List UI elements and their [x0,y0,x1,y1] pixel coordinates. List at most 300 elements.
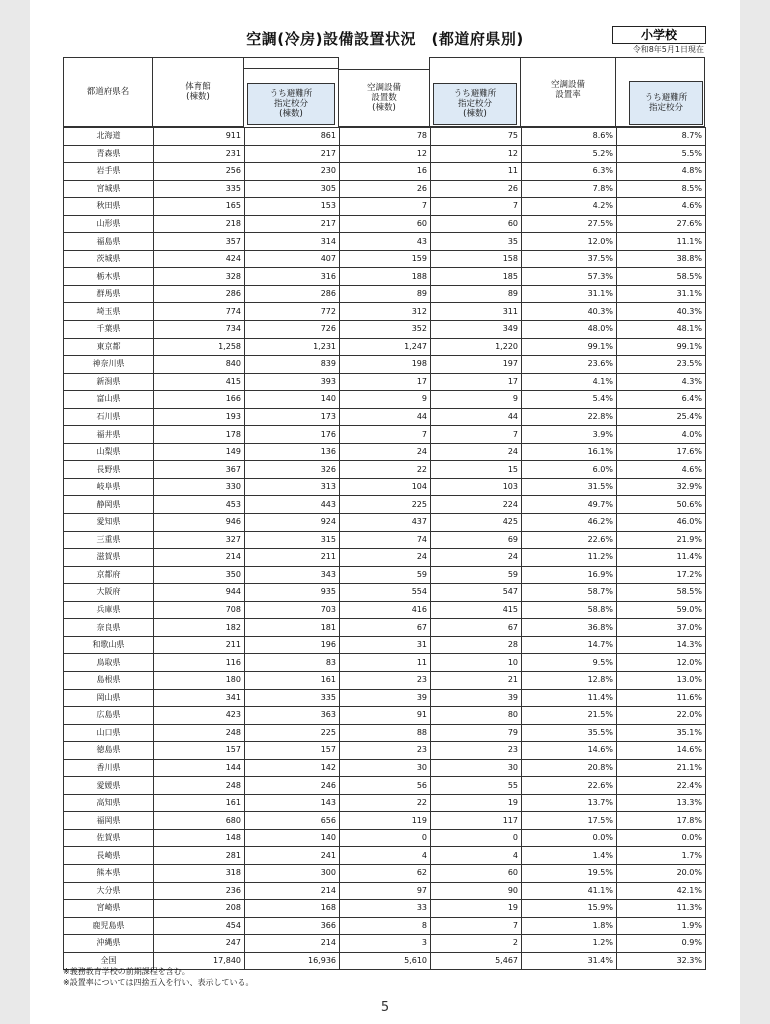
prefecture-cell: 愛媛県 [64,777,154,795]
table-row [64,900,706,918]
value-cell: 43 [340,233,431,251]
value-cell: 24 [431,443,522,461]
value-cell: 21.5% [522,707,617,725]
value-cell: 454 [154,917,245,935]
prefecture-cell: 徳島県 [64,742,154,760]
value-cell: 23.6% [522,356,617,374]
value-cell: 726 [245,321,340,339]
value-cell: 180 [154,671,245,689]
value-cell: 6.4% [617,391,706,409]
prefecture-cell: 三重県 [64,531,154,549]
prefecture-cell: 山形県 [64,215,154,233]
value-cell: 12 [431,145,522,163]
value-cell: 21.9% [617,531,706,549]
value-cell: 188 [340,268,431,286]
value-cell: 31.1% [522,285,617,303]
value-cell: 36.8% [522,619,617,637]
value-cell: 15.9% [522,900,617,918]
value-cell: 12.0% [522,233,617,251]
prefecture-cell: 福島県 [64,233,154,251]
value-cell: 178 [154,426,245,444]
value-cell: 453 [154,496,245,514]
value-cell: 193 [154,408,245,426]
value-cell: 41.1% [522,882,617,900]
value-cell: 19 [431,900,522,918]
value-cell: 367 [154,461,245,479]
value-cell: 104 [340,478,431,496]
prefecture-cell: 岩手県 [64,163,154,181]
prefecture-cell: 岡山県 [64,689,154,707]
table-row [64,654,706,672]
value-cell: 211 [154,636,245,654]
prefecture-cell: 福井県 [64,426,154,444]
prefecture-cell: 大阪府 [64,584,154,602]
value-cell: 11.3% [617,900,706,918]
value-cell: 11.2% [522,549,617,567]
value-cell: 24 [340,549,431,567]
table-row [64,935,706,953]
prefecture-cell: 奈良県 [64,619,154,637]
value-cell: 1,247 [340,338,431,356]
value-cell: 59.0% [617,601,706,619]
value-cell: 57.3% [522,268,617,286]
value-cell: 349 [431,321,522,339]
value-cell: 39 [431,689,522,707]
value-cell: 40.3% [617,303,706,321]
value-cell: 27.6% [617,215,706,233]
table-row [64,408,706,426]
value-cell: 13.3% [617,794,706,812]
value-cell: 312 [340,303,431,321]
value-cell: 314 [245,233,340,251]
value-cell: 60 [340,215,431,233]
prefecture-cell: 群馬県 [64,285,154,303]
value-cell: 148 [154,829,245,847]
value-cell: 44 [431,408,522,426]
value-cell: 6.3% [522,163,617,181]
value-cell: 140 [245,391,340,409]
prefecture-cell: 神奈川県 [64,356,154,374]
header-prefecture: 都道府県名 [63,57,153,127]
header-ac-rate: 空調設備 設置率 [520,57,616,127]
value-cell: 1.4% [522,847,617,865]
value-cell: 1.9% [617,917,706,935]
header-ac-shelter: うち避難所 指定校分 (棟数) [433,83,517,125]
value-cell: 924 [245,514,340,532]
value-cell: 305 [245,180,340,198]
value-cell: 140 [245,829,340,847]
value-cell: 366 [245,917,340,935]
value-cell: 4.6% [617,461,706,479]
value-cell: 21.1% [617,759,706,777]
value-cell: 14.6% [617,742,706,760]
value-cell: 708 [154,601,245,619]
value-cell: 90 [431,882,522,900]
value-cell: 656 [245,812,340,830]
value-cell: 181 [245,619,340,637]
table-row [64,478,706,496]
value-cell: 48.1% [617,321,706,339]
table-row [64,461,706,479]
value-cell: 37.0% [617,619,706,637]
value-cell: 16.9% [522,566,617,584]
prefecture-cell: 栃木県 [64,268,154,286]
value-cell: 12.8% [522,671,617,689]
value-cell: 89 [431,285,522,303]
value-cell: 26 [340,180,431,198]
value-cell: 46.0% [617,514,706,532]
footnotes [63,966,254,988]
prefecture-cell: 熊本県 [64,864,154,882]
value-cell: 19 [431,794,522,812]
table-row [64,812,706,830]
value-cell: 67 [340,619,431,637]
value-cell: 772 [245,303,340,321]
table-row [64,724,706,742]
value-cell: 17.5% [522,812,617,830]
value-cell: 33 [340,900,431,918]
value-cell: 734 [154,321,245,339]
value-cell: 20.0% [617,864,706,882]
value-cell: 91 [340,707,431,725]
prefecture-cell: 愛知県 [64,514,154,532]
prefecture-cell: 山口県 [64,724,154,742]
value-cell: 300 [245,864,340,882]
value-cell: 166 [154,391,245,409]
value-cell: 13.0% [617,671,706,689]
value-cell: 437 [340,514,431,532]
value-cell: 17 [340,373,431,391]
value-cell: 318 [154,864,245,882]
value-cell: 31.1% [617,285,706,303]
document-page [30,0,740,1024]
value-cell: 7 [431,198,522,216]
value-cell: 78 [340,128,431,146]
value-cell: 25.4% [617,408,706,426]
value-cell: 218 [154,215,245,233]
table-row [64,514,706,532]
value-cell: 38.8% [617,250,706,268]
value-cell: 547 [431,584,522,602]
value-cell: 424 [154,250,245,268]
school-type-badge: 小学校 [612,26,706,44]
table-row [64,689,706,707]
value-cell: 214 [245,882,340,900]
value-cell: 142 [245,759,340,777]
table-row [64,303,706,321]
value-cell: 680 [154,812,245,830]
value-cell: 11.1% [617,233,706,251]
value-cell: 168 [245,900,340,918]
value-cell: 7 [431,426,522,444]
value-cell: 22.4% [617,777,706,795]
value-cell: 208 [154,900,245,918]
value-cell: 22 [340,461,431,479]
value-cell: 56 [340,777,431,795]
value-cell: 5,610 [340,952,431,970]
value-cell: 58.5% [617,268,706,286]
value-cell: 165 [154,198,245,216]
value-cell: 7 [431,917,522,935]
value-cell: 17.6% [617,443,706,461]
prefecture-cell: 島根県 [64,671,154,689]
value-cell: 49.7% [522,496,617,514]
value-cell: 9 [340,391,431,409]
prefecture-cell: 兵庫県 [64,601,154,619]
value-cell: 149 [154,443,245,461]
value-cell: 5.5% [617,145,706,163]
value-cell: 214 [154,549,245,567]
value-cell: 4.0% [617,426,706,444]
value-cell: 286 [245,285,340,303]
value-cell: 15 [431,461,522,479]
value-cell: 5.4% [522,391,617,409]
value-cell: 19.5% [522,864,617,882]
value-cell: 59 [340,566,431,584]
table-row [64,443,706,461]
value-cell: 12 [340,145,431,163]
value-cell: 173 [245,408,340,426]
value-cell: 0.9% [617,935,706,953]
prefecture-cell: 長野県 [64,461,154,479]
value-cell: 315 [245,531,340,549]
value-cell: 5,467 [431,952,522,970]
table-row [64,145,706,163]
table-row [64,671,706,689]
value-cell: 231 [154,145,245,163]
value-cell: 416 [340,601,431,619]
table-row [64,373,706,391]
value-cell: 176 [245,426,340,444]
prefecture-cell: 和歌山県 [64,636,154,654]
value-cell: 79 [431,724,522,742]
value-cell: 9.5% [522,654,617,672]
table-row [64,285,706,303]
prefecture-cell: 北海道 [64,128,154,146]
value-cell: 935 [245,584,340,602]
value-cell: 10 [431,654,522,672]
value-cell: 8.5% [617,180,706,198]
value-cell: 31.4% [522,952,617,970]
table-row [64,847,706,865]
as-of-date: 令和8年5月1日現在 [632,45,704,54]
prefecture-cell: 全国 [64,952,154,970]
table-row [64,356,706,374]
prefecture-cell: 長崎県 [64,847,154,865]
value-cell: 230 [245,163,340,181]
value-cell: 393 [245,373,340,391]
value-cell: 22.6% [522,777,617,795]
prefecture-cell: 石川県 [64,408,154,426]
value-cell: 58.8% [522,601,617,619]
value-cell: 74 [340,531,431,549]
value-cell: 44 [340,408,431,426]
value-cell: 22.0% [617,707,706,725]
value-cell: 415 [431,601,522,619]
value-cell: 58.5% [617,584,706,602]
table-row [64,864,706,882]
value-cell: 3 [340,935,431,953]
value-cell: 14.7% [522,636,617,654]
table-row [64,794,706,812]
value-cell: 60 [431,215,522,233]
value-cell: 157 [245,742,340,760]
table-row [64,198,706,216]
value-cell: 4.2% [522,198,617,216]
value-cell: 211 [245,549,340,567]
value-cell: 4.8% [617,163,706,181]
value-cell: 840 [154,356,245,374]
value-cell: 11.4% [617,549,706,567]
value-cell: 407 [245,250,340,268]
value-cell: 16.1% [522,443,617,461]
value-cell: 352 [340,321,431,339]
table-row [64,391,706,409]
value-cell: 6.0% [522,461,617,479]
value-cell: 22.6% [522,531,617,549]
value-cell: 185 [431,268,522,286]
prefecture-cell: 千葉県 [64,321,154,339]
value-cell: 327 [154,531,245,549]
value-cell: 23 [431,742,522,760]
value-cell: 198 [340,356,431,374]
value-cell: 97 [340,882,431,900]
value-cell: 119 [340,812,431,830]
table-row [64,584,706,602]
value-cell: 7 [340,198,431,216]
value-cell: 944 [154,584,245,602]
value-cell: 946 [154,514,245,532]
value-cell: 35.5% [522,724,617,742]
value-cell: 48.0% [522,321,617,339]
table-row [64,882,706,900]
value-cell: 32.3% [617,952,706,970]
value-cell: 14.3% [617,636,706,654]
value-cell: 774 [154,303,245,321]
prefecture-cell: 山梨県 [64,443,154,461]
value-cell: 13.7% [522,794,617,812]
value-cell: 30 [340,759,431,777]
value-cell: 8.7% [617,128,706,146]
value-cell: 1,231 [245,338,340,356]
prefecture-cell: 埼玉県 [64,303,154,321]
prefecture-cell: 東京都 [64,338,154,356]
value-cell: 1,258 [154,338,245,356]
value-cell: 0 [431,829,522,847]
prefecture-cell: 宮崎県 [64,900,154,918]
value-cell: 158 [431,250,522,268]
value-cell: 24 [340,443,431,461]
value-cell: 246 [245,777,340,795]
table-row [64,742,706,760]
value-cell: 350 [154,566,245,584]
prefecture-cell: 佐賀県 [64,829,154,847]
value-cell: 22 [340,794,431,812]
value-cell: 24 [431,549,522,567]
value-cell: 69 [431,531,522,549]
value-cell: 17.2% [617,566,706,584]
value-cell: 46.2% [522,514,617,532]
value-cell: 224 [431,496,522,514]
value-cell: 14.6% [522,742,617,760]
value-cell: 75 [431,128,522,146]
value-cell: 11 [340,654,431,672]
value-cell: 316 [245,268,340,286]
value-cell: 8.6% [522,128,617,146]
value-cell: 335 [245,689,340,707]
header-gym-span [243,57,339,69]
aircon-table [63,127,706,970]
prefecture-cell: 岐阜県 [64,478,154,496]
prefecture-cell: 京都府 [64,566,154,584]
table-row [64,426,706,444]
value-cell: 144 [154,759,245,777]
value-cell: 196 [245,636,340,654]
value-cell: 256 [154,163,245,181]
value-cell: 99.1% [522,338,617,356]
table-row [64,128,706,146]
prefecture-cell: 静岡県 [64,496,154,514]
prefecture-cell: 鹿児島県 [64,917,154,935]
value-cell: 20.8% [522,759,617,777]
value-cell: 39 [340,689,431,707]
header-rate-shelter: うち避難所 指定校分 [629,81,703,125]
value-cell: 17 [431,373,522,391]
value-cell: 159 [340,250,431,268]
value-cell: 62 [340,864,431,882]
value-cell: 11.6% [617,689,706,707]
value-cell: 236 [154,882,245,900]
page-title: 空調(冷房)設備設置状況 (都道府県別) [246,30,524,48]
value-cell: 4 [431,847,522,865]
value-cell: 248 [154,777,245,795]
table-row [64,829,706,847]
prefecture-cell: 福岡県 [64,812,154,830]
table-row [64,250,706,268]
value-cell: 103 [431,478,522,496]
table-row [64,496,706,514]
value-cell: 116 [154,654,245,672]
table-row [64,759,706,777]
value-cell: 161 [154,794,245,812]
table-row [64,233,706,251]
header-gym-shelter: うち避難所 指定校分 (棟数) [247,83,335,125]
value-cell: 37.5% [522,250,617,268]
prefecture-cell: 滋賀県 [64,549,154,567]
value-cell: 4.6% [617,198,706,216]
value-cell: 60 [431,864,522,882]
value-cell: 330 [154,478,245,496]
value-cell: 241 [245,847,340,865]
value-cell: 11 [431,163,522,181]
value-cell: 9 [431,391,522,409]
value-cell: 31 [340,636,431,654]
table-row [64,268,706,286]
value-cell: 27.5% [522,215,617,233]
table-row [64,601,706,619]
value-cell: 83 [245,654,340,672]
value-cell: 286 [154,285,245,303]
value-cell: 554 [340,584,431,602]
header-gym: 体育館 (棟数) [152,57,244,127]
table-row [64,707,706,725]
value-cell: 42.1% [617,882,706,900]
value-cell: 16,936 [245,952,340,970]
value-cell: 363 [245,707,340,725]
value-cell: 0.0% [617,829,706,847]
value-cell: 443 [245,496,340,514]
value-cell: 22.8% [522,408,617,426]
